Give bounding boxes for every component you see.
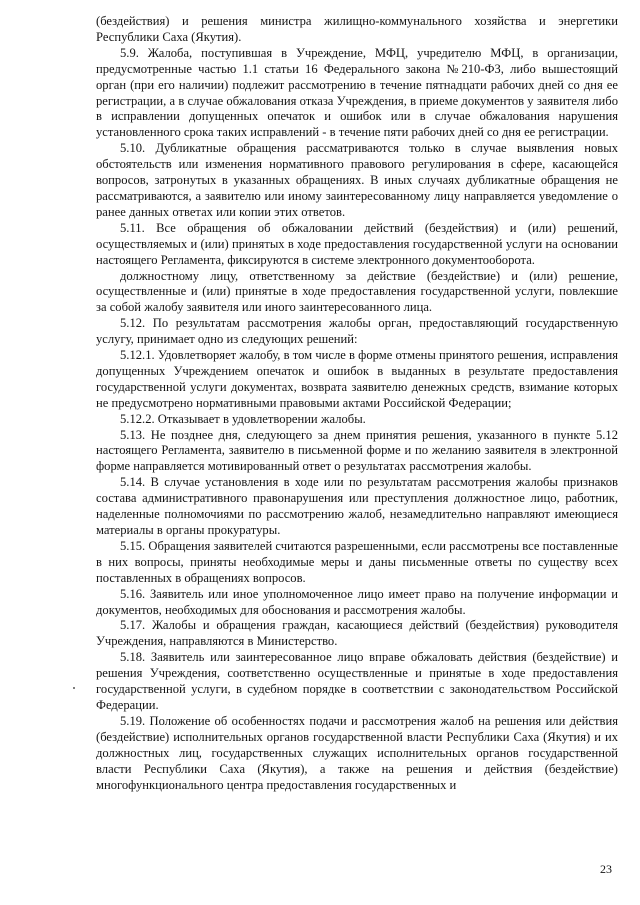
paragraph-5-17: 5.17. Жалобы и обращения граждан, касающиеся действий (бездействия) руководителя Учреждения, направляются в Министерство. bbox=[96, 618, 618, 649]
paragraph-5-12-2: 5.12.2. Отказывает в удовлетворении жалобы. bbox=[120, 411, 366, 426]
paragraph-5-13: 5.13. Не позднее дня, следующего за днем принятия решения, указанного в пункте 5.12 настоящего Регламента, заявителю в письменной форме и по желанию заявителя в электронной форме направляется мотивированный ответ о результатах рассмотрения жалобы. bbox=[96, 427, 618, 474]
document-body bbox=[96, 14, 618, 793]
paragraph-5-11: 5.11. Все обращения об обжаловании действий (бездействия) и (или) решений, осуществляемых и (или) принятых в ходе предоставления государственной услуги на основании настоящего Регламента, фиксируются в системе электронного документооборота. bbox=[96, 220, 618, 267]
paragraph-5-18: 5.18. Заявитель или заинтересованное лицо вправе обжаловать действия (бездействие) и решения Учреждения, соответственно осуществленные и принятые в ходе предоставления государственной услуги, в судебном порядке в соответствии с законодательством Российской Федерации. bbox=[96, 650, 618, 712]
paragraph-5-15: 5.15. Обращения заявителей считаются разрешенными, если рассмотрены все поставленные в них вопросы, приняты необходимые меры и даны письменные ответы по существу всех поставленных в обращениях вопросов. bbox=[96, 538, 618, 585]
paragraph-5-12: 5.12. По результатам рассмотрения жалобы орган, предоставляющий государственную услугу, принимает одно из следующих решений: bbox=[96, 316, 618, 347]
scan-speck bbox=[73, 687, 75, 689]
paragraph-5-10: 5.10. Дубликатные обращения рассматриваются только в случае выявления новых обстоятельств или изменения нормативного правового регулирования в сфере, касающейся вопросов, затронутых в указанных обращениях. В иных случаях дубликатные обращения не рассматриваются, а заявителю или иному заинтересованному лицу направляется уведомление о ранее данных ответах или копии этих ответов. bbox=[96, 141, 618, 219]
paragraph-5-9: 5.9. Жалоба, поступившая в Учреждение, МФЦ, учредителю МФЦ, в организации, предусмотренные частью 1.1 статьи 16 Федерального закона №210-ФЗ, либо вышестоящий орган (при его наличии) подлежит рассмотрению в течение пятнадцати рабочих дней со дня ее регистрации, а в случае обжалования отказа Учреждения, в приеме документов у заявителя либо в исправлении допущенных опечаток и ошибок или в случае обжалования нарушения установленного срока таких исправлений - в течение пяти рабочих дней со дня ее регистрации. bbox=[96, 45, 618, 140]
paragraph-5-12-1: 5.12.1. Удовлетворяет жалобу, в том числе в форме отмены принятого решения, исправления допущенных Учреждением опечаток и ошибок в выданных в результате предоставления государственной услуги документах, возврата заявителю денежных средств, взимание которых не предусмотрено нормативными правовыми актами Российской Федерации; bbox=[96, 348, 618, 410]
paragraph-responsible-official: должностному лицу, ответственному за действие (бездействие) и (или) решение, осуществленные и (или) принятые в ходе предоставления государственной услуги, повлекшие за собой жалобу заявителя или иного заинтересованного лица. bbox=[96, 268, 618, 315]
page-number: 23 bbox=[600, 862, 612, 876]
paragraph-5-14: 5.14. В случае установления в ходе или по результатам рассмотрения жалобы признаков состава административного правонарушения или преступления должностное лицо, работник, наделенные полномочиями по рассмотрению жалоб, незамедлительно направляют имеющиеся материалы в органы прокуратуры. bbox=[96, 475, 618, 537]
paragraph-5-16: 5.16. Заявитель или иное уполномоченное лицо имеет право на получение информации и документов, необходимых для обоснования и рассмотрения жалобы. bbox=[96, 586, 618, 617]
paragraph-5-19: 5.19. Положение об особенностях подачи и рассмотрения жалоб на решения или действия (бездействие) исполнительных органов государственной власти Республики Саха (Якутия) и их должностных лиц, государственных служащих исполнительных органов государственной власти Республики Саха (Якутия), а также на решения и действия (бездействие) многофункционального центра предоставления государственных и bbox=[96, 713, 618, 792]
paragraph-continuation: (бездействия) и решения министра жилищно-коммунального хозяйства и энергетики Республики Саха (Якутия). bbox=[96, 14, 618, 44]
